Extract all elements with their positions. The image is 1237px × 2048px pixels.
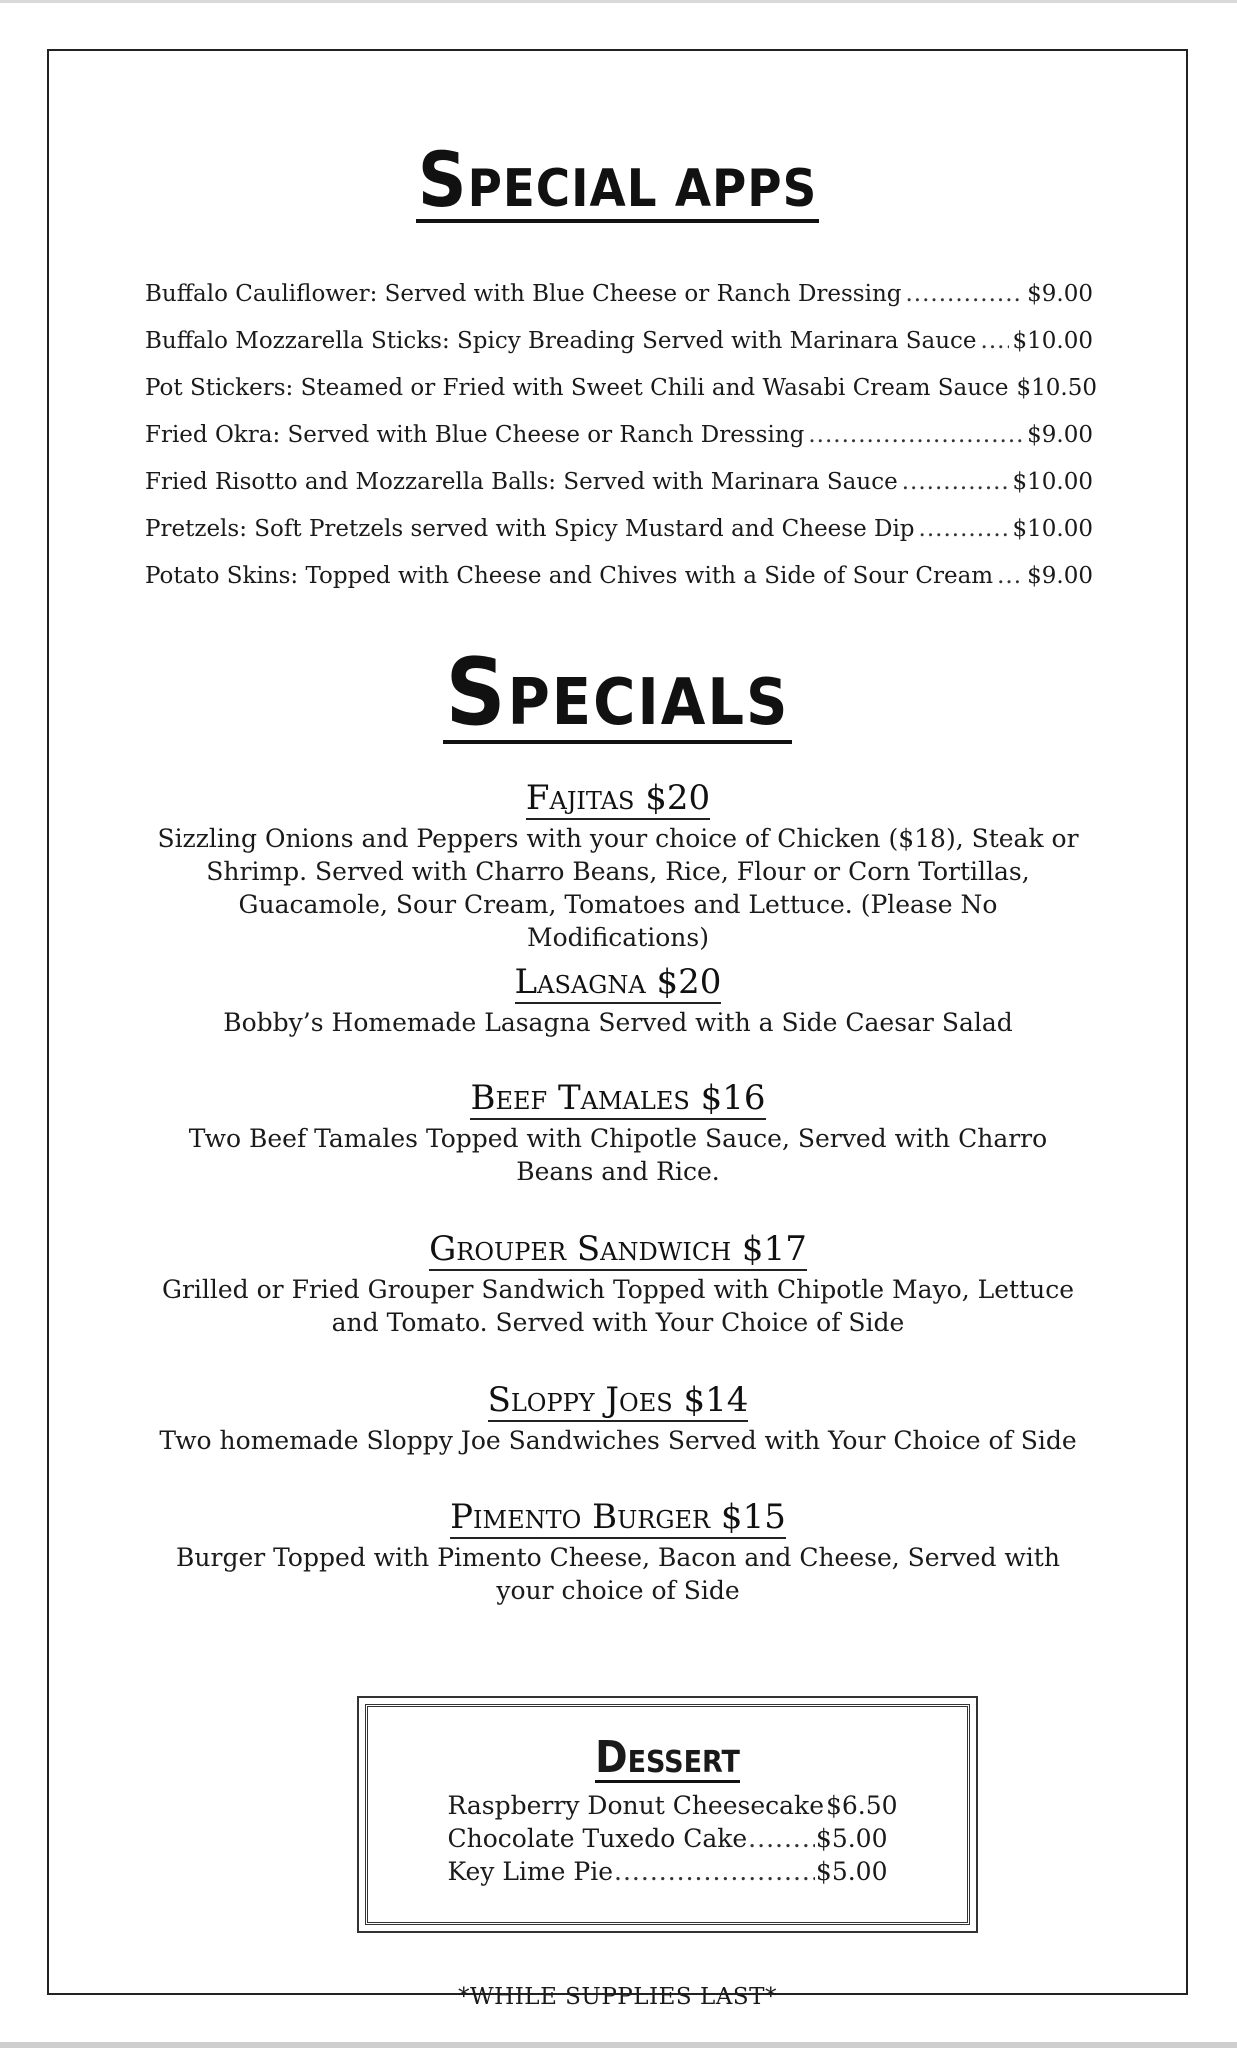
dessert-box [357,1696,978,1933]
dessert-item-name: Raspberry Donut Cheesecake [447,1790,824,1820]
dessert-item [447,1789,898,1822]
app-item-name: Fried Okra: Served with Blue Cheese or Ranch Dressing [145,422,805,448]
special-item-grouper-sandwich [149,1229,1087,1339]
app-item [145,318,1093,365]
dessert-list [447,1789,898,1888]
special-apps-heading [49,136,1186,224]
special-description: Burger Topped with Pimento Cheese, Bacon and Cheese, Served with your choice of Side [176,1543,1060,1605]
app-item-price: $10.00 [1012,516,1093,542]
app-item-price: $10.00 [1012,469,1093,495]
dessert-heading-text [595,1733,740,1783]
app-item-price: $10.50 [1016,375,1098,401]
special-description: Grilled or Fried Grouper Sandwich Topped with Chipotle Mayo, Lettuce and Tomato. Served with Your Choice of Side [161,1275,1075,1337]
dessert-item-price: $5.00 [815,1823,888,1853]
app-item [145,271,1093,318]
special-item-lasagna [149,962,1087,1039]
special-apps-heading-text [416,136,820,224]
dessert-item [448,1855,888,1888]
dot-leader [902,459,1009,506]
app-item [145,506,1093,553]
app-item-name: Fried Risotto and Mozzarella Balls: Served with Marinara Sauce [145,469,898,495]
app-item-price: $9.00 [1027,563,1093,589]
dessert-item [448,1822,888,1855]
app-item-price: $9.00 [1027,422,1093,448]
dessert-heading-initial: D [595,1733,628,1783]
app-item [145,459,1093,506]
app-item-name: Potato Skins: Topped with Cheese and Chives with a Side of Sour Cream [145,563,994,589]
special-apps-list [145,271,1098,600]
special-item-fajitas [149,778,1087,954]
special-description: Sizzling Onions and Peppers with your choice of Chicken ($18), Steak or Shrimp. Served with Charro Beans, Rice, Flour or Corn Tortillas, Guacamole, Sour Cream, Tomatoes and Lettuce. (Please No Modifications) [157,824,1079,952]
dessert-item-price: $5.00 [815,1856,888,1886]
app-item-name: Pot Stickers: Steamed or Fried with Sweet Chili and Wasabi Cream Sauce [145,375,1009,401]
dot-leader [808,412,1023,459]
dessert-item-name: Key Lime Pie [447,1856,614,1886]
app-item-price: $9.00 [1027,281,1093,307]
dot-leader [997,553,1023,600]
special-title: Fajitas $20 [525,778,711,818]
dot-leader [981,318,1009,365]
while-supplies-last-note: *WHILE SUPPLIES LAST* [458,1984,777,2010]
special-title: Grouper Sandwich $17 [429,1229,807,1269]
dot-leader [906,271,1024,318]
special-item-sloppy-joes [149,1380,1087,1457]
dot-leader [919,506,1009,553]
app-item-price: $10.00 [1012,328,1093,354]
special-item-beef-tamales [149,1078,1087,1188]
dessert-item-price: $6.50 [826,1790,898,1820]
specials-heading [49,638,1186,746]
top-edge-rule [0,0,1237,3]
bottom-edge-rule [0,2042,1237,2048]
dot-leader [748,1822,815,1855]
special-title: Beef Tamales $16 [470,1078,766,1118]
special-title: Lasagna $20 [514,962,722,1002]
special-description: Bobby’s Homemade Lasagna Served with a Side Caesar Salad [223,1008,1013,1037]
dot-leader [614,1855,815,1888]
dessert-heading-rest: ESSERT [627,1745,740,1780]
special-description: Two homemade Sloppy Joe Sandwiches Served with Your Choice of Side [159,1426,1077,1455]
app-item-name: Buffalo Cauliflower: Served with Blue Cheese or Ranch Dressing [145,281,902,307]
specials-heading-rest: PECIALS [507,666,790,740]
app-item [145,365,1098,412]
dessert-heading [368,1733,967,1783]
app-item-name: Pretzels: Soft Pretzels served with Spicy Mustard and Cheese Dip [145,516,915,542]
dessert-item-name: Chocolate Tuxedo Cake [447,1823,748,1853]
dessert-box-inner-border [365,1704,970,1925]
specials-heading-initial: S [445,638,508,746]
app-item [145,553,1093,600]
special-apps-heading-initial: S [417,136,468,224]
special-item-pimento-burger [149,1497,1087,1607]
app-item-name: Buffalo Mozzarella Sticks: Spicy Breading Served with Marinara Sauce [145,328,977,354]
special-apps-heading-rest: PECIAL APPS [467,159,818,219]
special-description: Two Beef Tamales Topped with Chipotle Sauce, Served with Charro Beans and Rice. [188,1124,1048,1186]
special-title: Pimento Burger $15 [450,1497,786,1537]
menu-page-frame [47,49,1188,2010]
specials-heading-text [443,638,791,746]
app-item [145,412,1093,459]
special-title: Sloppy Joes $14 [487,1380,749,1420]
